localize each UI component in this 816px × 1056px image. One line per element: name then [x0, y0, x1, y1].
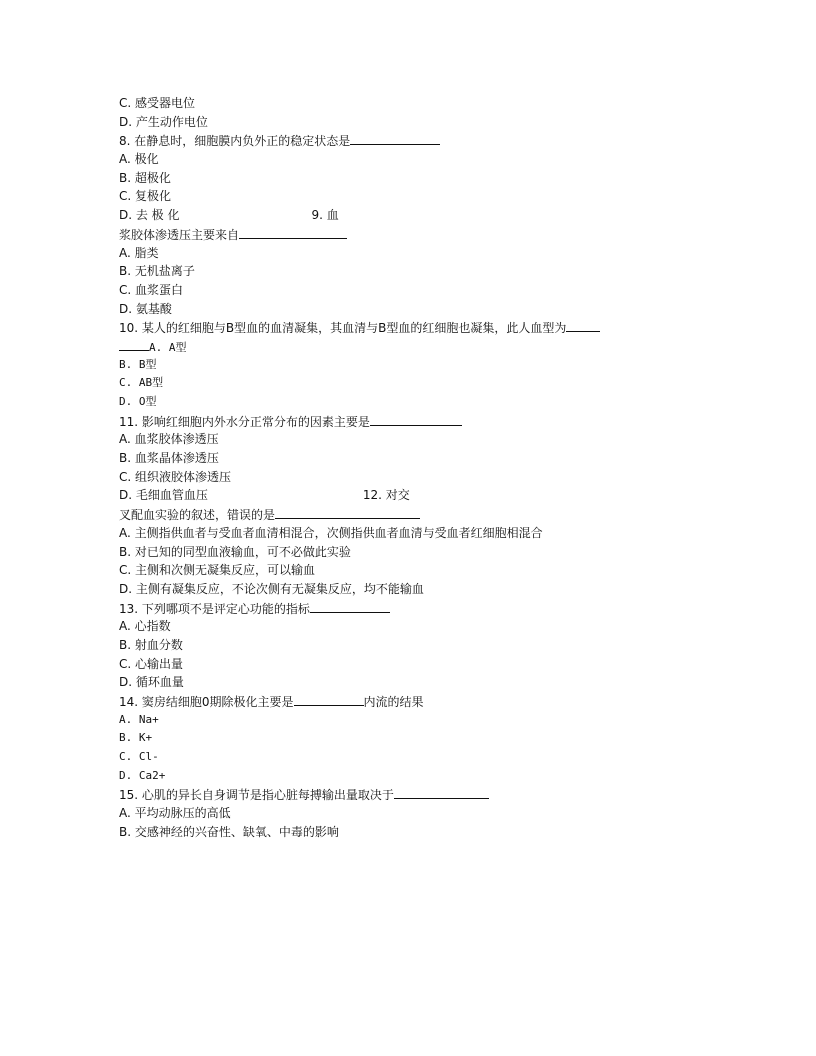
question-12 — [119, 505, 719, 524]
option: D. 主侧有凝集反应，不论次侧有无凝集反应，均不能输血 — [119, 581, 424, 596]
option: C. Cl- — [119, 750, 159, 764]
question-text: 13. 下列哪项不是评定心功能的指标 — [119, 601, 310, 616]
option: B. 交感神经的兴奋性、缺氧、中毒的影响 — [119, 824, 339, 839]
option: B. 超极化 — [119, 170, 171, 185]
option: B. 射血分数 — [119, 637, 183, 652]
option: C. AB型 — [119, 376, 164, 390]
answer-blank — [566, 318, 600, 332]
answer-blank — [239, 225, 347, 239]
option: B. K+ — [119, 731, 153, 745]
question-text: 叉配血实验的叙述，错误的是 — [119, 508, 276, 523]
question-11 — [119, 412, 719, 431]
question-8 — [119, 131, 719, 150]
option-with-blank — [119, 337, 719, 356]
option: A. 极化 — [119, 152, 159, 167]
option: A. Na+ — [119, 712, 159, 726]
option-with-next-question — [119, 486, 719, 505]
option: C. 血浆蛋白 — [119, 282, 184, 297]
option: C. 复极化 — [119, 189, 172, 204]
question-15 — [119, 785, 719, 804]
option: A. 平均动脉压的高低 — [119, 806, 231, 821]
question-text: 8. 在静息时，细胞膜内负外正的稳定状态是 — [119, 134, 351, 149]
question-14 — [119, 692, 719, 711]
answer-blank — [310, 599, 390, 613]
option: D. 氨基酸 — [119, 301, 172, 316]
option: B. 无机盐离子 — [119, 264, 195, 279]
option: B. B型 — [119, 357, 157, 371]
answer-blank-continued — [119, 337, 149, 351]
option: C. 主侧和次侧无凝集反应，可以输血 — [119, 563, 316, 578]
option-text: D. 去 极 化 — [119, 208, 180, 223]
answer-blank — [394, 785, 489, 799]
option: B. 对已知的同型血液输血，可不必做此实验 — [119, 544, 351, 559]
answer-blank — [370, 412, 462, 426]
option: C. 心输出量 — [119, 656, 184, 671]
question-12-start: 12. 对交 — [362, 488, 410, 503]
question-10 — [119, 318, 719, 337]
question-9-start: 9. 血 — [311, 208, 339, 223]
question-text-end: 内流的结果 — [363, 695, 424, 709]
option: D. 循环血量 — [119, 675, 184, 690]
option: A. 脂类 — [119, 245, 159, 260]
question-13 — [119, 599, 719, 618]
text-line: D. 产生动作电位 — [119, 114, 208, 129]
option-text: A. A型 — [149, 340, 187, 354]
option: B. 血浆晶体渗透压 — [119, 451, 219, 466]
option: D. Ca2+ — [119, 768, 166, 782]
answer-blank — [350, 131, 440, 145]
option: A. 心指数 — [119, 619, 171, 634]
question-text: 15. 心肌的异长自身调节是指心脏每搏输出量取决于 — [119, 788, 394, 803]
document-page — [119, 94, 719, 842]
question-text: 10. 某人的红细胞与B型血的血清凝集，其血清与B型血的红细胞也凝集，此人血型为 — [119, 321, 567, 336]
question-text: 11. 影响红细胞内外水分正常分布的因素主要是 — [119, 414, 370, 429]
option-text: D. 毛细血管血压 — [119, 488, 208, 503]
option-with-next-question — [119, 206, 719, 225]
question-9 — [119, 225, 719, 244]
option: D. O型 — [119, 395, 157, 408]
question-text: 14. 窦房结细胞0期除极化主要是 — [119, 695, 294, 709]
text-line: C. 感受器电位 — [119, 96, 196, 110]
answer-blank — [275, 505, 420, 519]
option: A. 主侧指供血者与受血者血清相混合，次侧指供血者血清与受血者红细胞相混合 — [119, 525, 543, 540]
question-text: 浆胶体渗透压主要来自 — [119, 227, 240, 242]
option: A. 血浆胶体渗透压 — [119, 432, 219, 447]
option: C. 组织液胶体渗透压 — [119, 469, 232, 484]
answer-blank — [294, 692, 364, 706]
